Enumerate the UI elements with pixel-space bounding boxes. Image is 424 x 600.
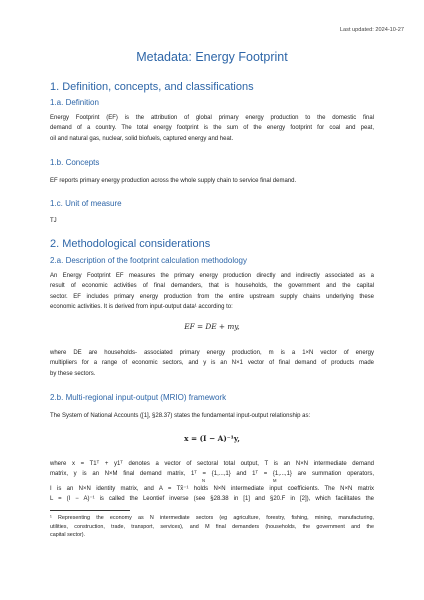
methodology-paragraph [50,271,374,313]
definition-line: Energy Footprint (EF) is the attribution of global primary energy production to the domestic final [50,115,374,121]
section-2a-heading: 2.a. Description of the footprint calculation methodology [50,256,248,265]
concepts-paragraph [50,176,374,186]
methodology-line: economic activities. It is derived from input-output data¹ according to: [50,304,233,311]
methodology-line: An Energy Footprint EF measures the primary energy production directly and indirectly associated as a [50,273,374,279]
section-2b-heading: 2.b. Multi-regional input-output (MRIO) framework [50,393,227,402]
mrio-line: L = (I − A)⁻¹ is called the Leontief inverse (see §28.38 in [1] and §20.F in [2]), which facilitates the [50,496,374,503]
section-1-heading: 1. Definition, concepts, and classifications [50,81,254,93]
equation-explanation [50,348,374,379]
last-updated-date: Last updated: 2024-10-27 [339,27,404,33]
footnote [50,514,374,540]
footnote-divider [50,510,130,511]
section-1b-heading: 1.b. Concepts [50,158,100,167]
unit-value: TJ [50,218,57,224]
methodology-line: result of economic activities of final demanders, that is households, the government and the capital [50,283,374,290]
section-2-heading: 2. Methodological considerations [50,238,211,250]
methodology-line: sector. EF includes primary energy production from the entire upstream supply chains underlying these [50,293,374,300]
definition-line: demand of a country. The total energy footprint is the sum of the energy footprint for coal and peat, [50,125,374,132]
explanation-line: by these sectors. [50,370,96,377]
energy-footprint-equation: EF = DE + my, [184,322,240,331]
mrio-line: I is an N×N identity matrix, and A = Tx̂⁻¹ holds N×N intermediate input coefficients. The N×N matrix [50,485,374,492]
footnote-line: utilities, construction, trade, transport, services), and M final demanders (households, the government and the [50,523,374,530]
section-1a-heading: 1.a. Definition [50,98,99,107]
mrio-intro-line: The System of National Accounts ([1], §28.37) states the fundamental input-output relationship as: [50,413,311,419]
footnote-line: capital sector). [50,532,86,539]
definition-paragraph [50,113,374,144]
mrio-explanation [50,459,374,505]
input-output-equation: x = (I − A)⁻¹y, [184,434,240,443]
section-1c-heading: 1.c. Unit of measure [50,199,122,208]
definition-line: oil and natural gas, nuclear, solid biofuels, captured energy and heat. [50,135,234,142]
mrio-line: matrix, y is an N×M final demand matrix, 1ᵀ = {1,...,1} and 1ᵀ = {1,...,1} are summation operators, [50,471,374,478]
footnote-line: ¹ Representing the economy as N intermediate sectors (eg agriculture, forestry, fishing, mining, manufacturing, [50,515,374,521]
summation-subscript-n: N [202,478,206,483]
explanation-line: multipliers for a range of economic sectors, and y is an N×1 vector of final demand of products made [50,360,374,367]
concepts-line: EF reports primary energy production across the whole supply chain to service final demand. [50,178,297,184]
document-title: Metadata: Energy Footprint [136,50,288,64]
mrio-intro [50,411,374,421]
summation-subscript-m: M [273,478,277,483]
mrio-line: where x = T1ᵀ + y1ᵀ denotes a vector of sectoral total output, T is an N×N intermediate demand [50,461,374,467]
explanation-line: where DE are households- associated primary energy production, m is a 1×N vector of energy [50,350,374,356]
